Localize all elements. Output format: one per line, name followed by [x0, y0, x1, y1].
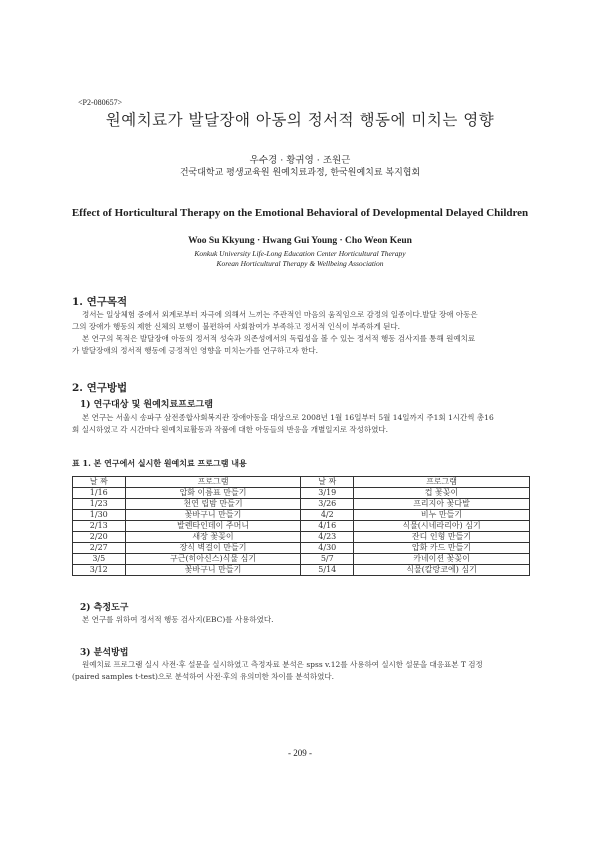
page-number: - 209 - [288, 748, 312, 758]
table-row [73, 565, 530, 576]
cell-date: 4/30 [301, 543, 354, 554]
sub2-line1: 본 연구를 위하여 정서적 행동 검사지(EBC)를 사용하였다. [82, 615, 274, 624]
section-1-heading: 1. 연구목적 [72, 296, 128, 308]
header-date-1: 날 짜 [73, 477, 126, 488]
program-table [72, 476, 530, 576]
affiliation-korean: 건국대학교 평생교육원 원예치료과정, 한국원예치료 복지협회 [179, 168, 421, 178]
cell-program: 컵 꽃꽂이 [354, 488, 530, 499]
cell-program: 꽃바구니 만들기 [125, 510, 301, 521]
header-program-2: 프로그램 [354, 477, 530, 488]
cell-date: 1/23 [73, 499, 126, 510]
cell-date: 4/23 [301, 532, 354, 543]
cell-program: 비누 만들기 [354, 510, 530, 521]
cell-date: 1/30 [73, 510, 126, 521]
cell-program: 천연 립밤 만들기 [125, 499, 301, 510]
subsection-3-body [72, 659, 530, 683]
table-header-row [73, 477, 530, 488]
table-row [73, 554, 530, 565]
cell-program: 식물(칼랑코에) 심기 [354, 565, 530, 576]
cell-program: 장식 벽걸이 만들기 [125, 543, 301, 554]
table-row [73, 543, 530, 554]
title-english: Effect of Horticultural Therapy on the Emotional Behavioral of Developmental Delayed Children [71, 207, 529, 219]
cell-program: 새장 꽃꽂이 [125, 532, 301, 543]
title-korean: 원예치료가 발달장애 아동의 정서적 행동에 미치는 영향 [105, 111, 495, 129]
table-caption: 표 1. 본 연구에서 실시한 원예치료 프로그램 내용 [72, 458, 247, 468]
header-program-1: 프로그램 [125, 477, 301, 488]
cell-date: 4/16 [301, 521, 354, 532]
cell-program: 잔디 인형 만들기 [354, 532, 530, 543]
cell-date: 2/20 [73, 532, 126, 543]
para2-line1: 본 연구의 목적은 발달장애 아동의 정서적 성숙과 의존성에서의 독립성을 볼 수 있는 정서적 행동 검사지를 통해 원예치료 [82, 334, 476, 343]
sub3-line2: (paired samples t-test)으로 분석하여 사전·후의 유의미한 차이를 분석하였다. [72, 672, 334, 681]
table-row [73, 499, 530, 510]
affiliation-english-2: Korean Horticultural Therapy & Wellbeing Association [216, 259, 384, 268]
subsection-2-heading: 2) 측정도구 [80, 603, 129, 613]
sub3-line1: 원예치료 프로그램 실시 사전·후 설문을 실시하였고 측정자료 분석은 spss v.12를 사용하여 실시한 설문을 대응표본 T 검정 [82, 660, 483, 669]
cell-date: 2/13 [73, 521, 126, 532]
table-row [73, 532, 530, 543]
section-2-heading: 2. 연구방법 [72, 382, 128, 394]
subsection-1-heading: 1) 연구대상 및 원예치료프로그램 [80, 400, 213, 410]
cell-date: 5/14 [301, 565, 354, 576]
cell-date: 3/26 [301, 499, 354, 510]
para1-line1: 정서는 일상체험 중에서 외계로부터 자극에 의해서 느끼는 주관적인 마음의 움직임으로 감정의 일종이다.발달 장애 아동은 [82, 310, 478, 319]
table-row [73, 488, 530, 499]
cell-date: 5/7 [301, 554, 354, 565]
para2-line2: 가 발달장애의 정서적 행동에 긍정적인 영향을 미치는가를 연구하고자 한다. [72, 346, 319, 355]
cell-date: 3/19 [301, 488, 354, 499]
subsection-2-body [72, 614, 530, 626]
cell-date: 1/16 [73, 488, 126, 499]
cell-program: 압화 카드 만들기 [354, 543, 530, 554]
authors-korean: 우수경 · 황귀영 · 조원근 [249, 155, 351, 166]
authors-english: Woo Su Kkyung · Hwang Gui Young · Cho Weon Keun [188, 236, 412, 246]
cell-program: 꽃바구니 만들기 [125, 565, 301, 576]
cell-date: 2/27 [73, 543, 126, 554]
subsection-1-body [72, 412, 530, 436]
cell-date: 3/12 [73, 565, 126, 576]
cell-program: 발렌타인데이 주머니 [125, 521, 301, 532]
cell-program: 식물(시네라리아) 심기 [354, 521, 530, 532]
para1-line2: 그의 장애가 행동의 제한 신체의 보행이 불편하여 사회참여가 부족하고 정서적 인식이 부족하게 된다. [72, 322, 401, 331]
sub1-line2: 회 실시하였고 각 시간마다 원예치료활동과 작품에 대한 아동들의 반응을 개별일지로 작성하였다. [72, 425, 389, 434]
table-row [73, 510, 530, 521]
section-1-body [72, 309, 530, 357]
cell-program: 압화 이름표 만들기 [125, 488, 301, 499]
cell-program: 카네이션 꽃꽂이 [354, 554, 530, 565]
affiliation-english-1: Konkuk University Life-Long Education Center Horticultural Therapy [194, 249, 406, 258]
subsection-3-heading: 3) 분석방법 [80, 648, 129, 658]
cell-date: 4/2 [301, 510, 354, 521]
table-row [73, 521, 530, 532]
sub1-line1: 본 연구는 서울시 송파구 삼전종합사회복지관 장애아동을 대상으로 2008년 1월 16일부터 5월 14일까지 주1회 1시간씩 총16 [82, 413, 494, 422]
cell-program: 프리지아 꽃다발 [354, 499, 530, 510]
header-date-2: 날 짜 [301, 477, 354, 488]
paper-code: <P2-080657> [78, 98, 123, 107]
cell-program: 구근(히아신스)식물 심기 [125, 554, 301, 565]
cell-date: 3/5 [73, 554, 126, 565]
